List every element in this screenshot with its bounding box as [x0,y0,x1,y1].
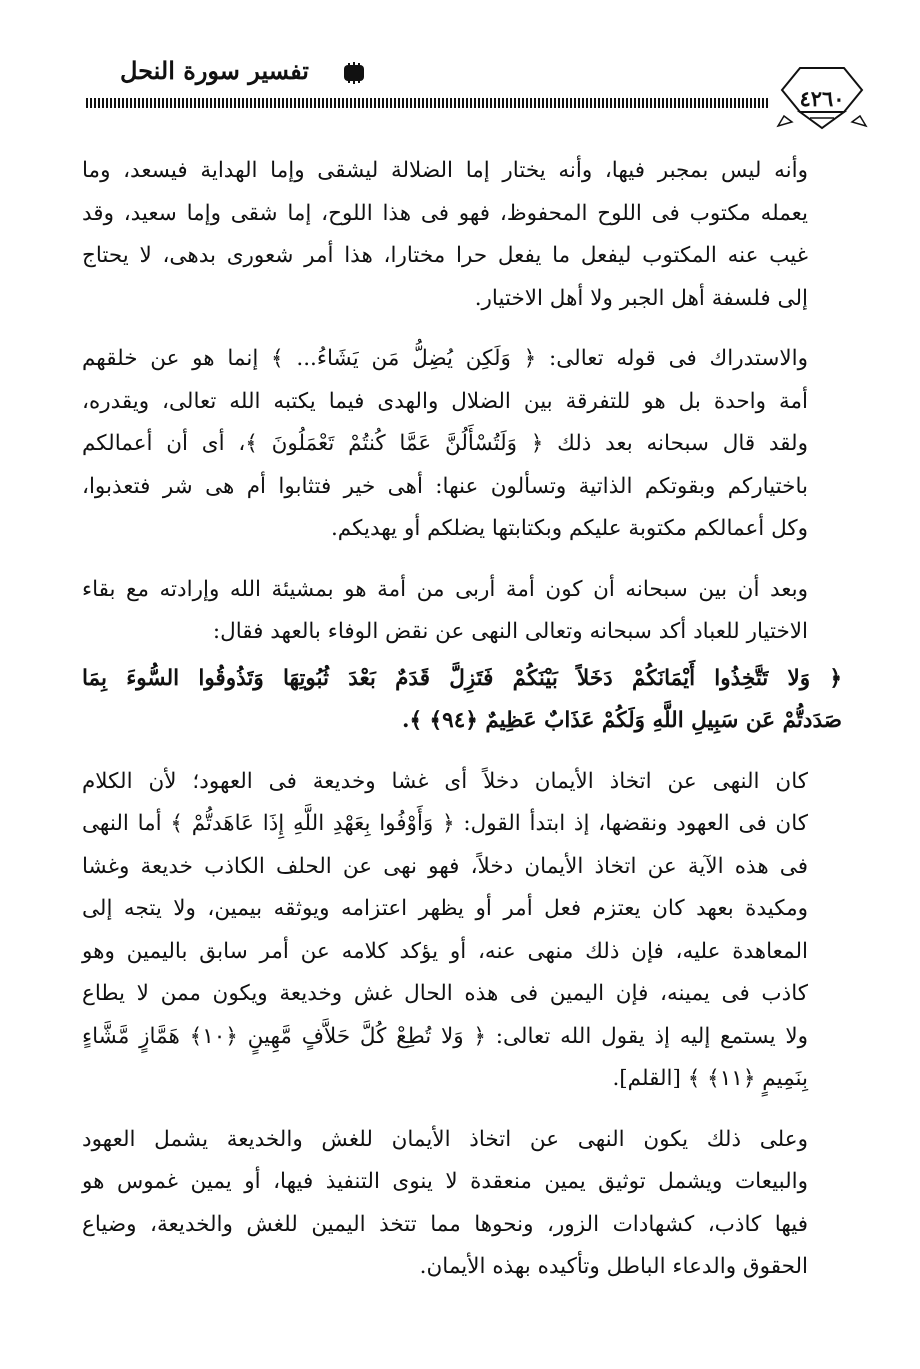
text-line: غيب عنه المكتوب ليفعل ما يفعل حرا مختارا، هذا أمر شعورى بدهى، لا يحتاج [82,243,808,268]
text-line: أمة واحدة بل هو للتفرقة بين الضلال والهدى فيما يكتبه الله تعالى، ويقدره، [82,388,808,414]
text-line: ومكيدة بعهد كان يعتزم فعل أمر أو يظهر اعتزامه ويوثقه بيمين، ولا يتجه إلى [82,896,808,921]
text-line: المعاهدة عليه، فإن ذلك منهى عنه، أو يؤكد كلامه عن أمر سابق باليمين وهو [82,938,808,964]
text-line: باختياركم وبقوتكم الذاتية وتسألون عنها: أهى خير فتثابوا أم هى شر فتعذبوا، [82,473,808,499]
text-line: الاختيار للعباد أكد سبحانه وتعالى النهى عن نقض الوفاء بالعهد فقال: [212,619,808,644]
paragraph [82,761,842,1101]
text-line: والاستدراك فى قوله تعالى: ﴿ وَلَكِن يُضِلُّ مَن يَشَاءُ... ﴾ إنما هو عن خلقهم [82,346,808,371]
text-line: بِنَمِيمٍ ﴿١١﴾ ﴾ [القلم]. [612,1066,808,1091]
text-line: إلى فلسفة أهل الجبر ولا أهل الاختيار. [474,285,808,311]
verse-line: صَدَدتُّمْ عَن سَبِيلِ اللَّهِ وَلَكُمْ عَذَابٌ عَظِيمٌ ﴿٩٤﴾ ﴾. [401,708,842,733]
text-line: كان فى العهود ونقضها، إذ ابتدأ القول: ﴿ وَأَوْفُوا بِعَهْدِ اللَّهِ إِذَا عَاهَدتُّمْ ﴾ أما النهى [82,811,808,836]
text-line: ولقد قال سبحانه بعد ذلك ﴿ وَلَتُسْأَلُنَّ عَمَّا كُنتُمْ تَعْمَلُونَ ﴾، أى أن أعمالكم [82,431,808,456]
page-number: ٤٢٦٠ [799,86,845,111]
header-rule [86,98,768,108]
paragraph [82,150,842,320]
quran-verse [82,658,842,743]
text-line: كاذب فى يمينه، فإن اليمين فى هذه الحال غش وخديعة ويكون ممن لا يطاع [82,981,808,1006]
text-line: والبيعات ويشمل توثيق يمين منعقدة لا ينوى التنفيذ فيها، أو يمين غموس هو [82,1169,808,1194]
text-line: كان النهى عن اتخاذ الأيمان دخلاً أى غشا وخديعة فى العهود؛ لأن الكلام [82,768,808,794]
text-line: وكل أعمالكم مكتوبة عليكم وبكتابتها يضلكم أو يهديكم. [330,516,808,541]
text-line: وعلى ذلك يكون النهى عن اتخاذ الأيمان للغش والخديعة يشمل العهود [82,1126,808,1152]
paragraph [82,338,842,551]
text-line: ولا يستمع إليه إذ يقول الله تعالى: ﴿ وَلا تُطِعْ كُلَّ حَلاَّفٍ مَّهِينٍ ﴿١٠﴾ هَمَّازٍ مَّشَّاءٍ [82,1023,808,1049]
text-line: يعمله مكتوب فى اللوح المحفوظ، فهو فى هذا اللوح، إما شقى وإما سعيد، وقد [82,200,808,226]
text-line: فى هذه الآية عن اتخاذ الأيمان دخلاً، فهو نهى عن الحلف الكاذب خديعة وغشا [82,853,808,879]
page-body [82,150,842,1307]
paragraph [82,569,842,654]
text-line: وبعد أن بين سبحانه أن كون أمة أربى من أمة هو بمشيئة الله وإرادته مع بقاء [82,576,808,602]
paragraph [82,1119,842,1289]
text-line: فيها كاذب، كشهادات الزور، ونحوها مما تتخذ اليمين للغش والخديعة، وضياع [82,1211,808,1237]
ornament-icon [342,62,366,84]
page-header [0,0,920,140]
text-line: وأنه ليس بمجبر فيها، وأنه يختار إما الضلالة ليشقى وإما الهداية فيسعد، وما [82,158,808,183]
verse-line: ﴿ وَلا تَتَّخِذُوا أَيْمَانَكُمْ دَخَلاً بَيْنَكُمْ فَتَزِلَّ قَدَمٌ بَعْدَ ثُبُوتِهَا وَتَذُوقُوا السُّوءَ بِمَا [82,665,842,691]
text-line: الحقوق والدعاء الباطل وتأكيده بهذه الأيمان. [419,1254,808,1279]
running-title: تفسير سورة النحل [120,56,309,85]
